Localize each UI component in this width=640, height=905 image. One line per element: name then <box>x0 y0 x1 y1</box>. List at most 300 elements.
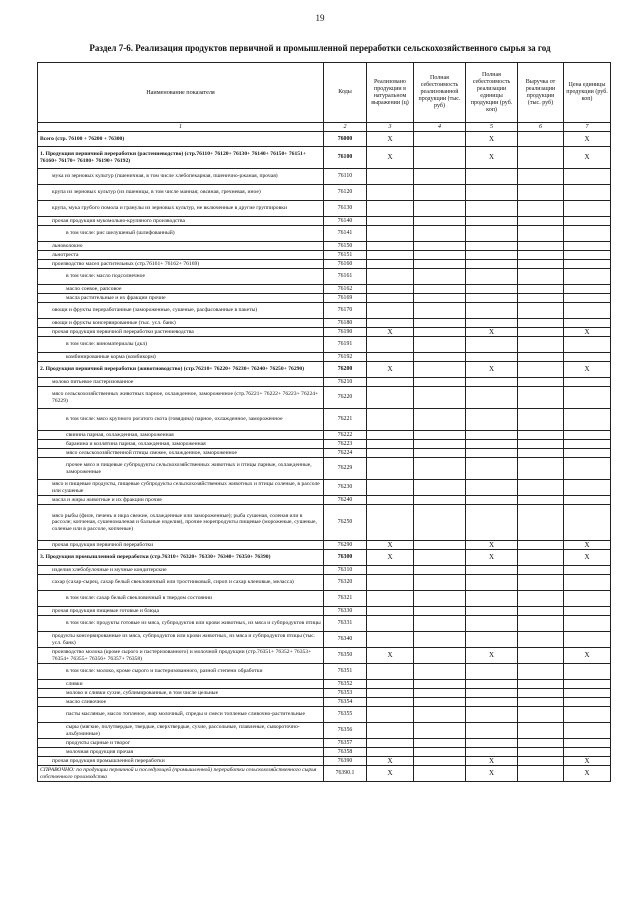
row-code: 76320 <box>324 575 367 591</box>
indicator-name: сыры (мягкие, полутвердые, твердые, сверхтвердые, сухие, рассольные, плавленые, сывороточно-альбуминные) <box>38 723 324 739</box>
value-cell <box>367 496 414 505</box>
indicator-name: льноволокно <box>38 242 324 251</box>
indicator-name: в том числе: виноматериалы (дкл) <box>38 337 324 353</box>
row-code: 76240 <box>324 496 367 505</box>
indicator-name: 3. Продукция промышленной переработки (стр.76310+ 76320+ 76330+ 76340+ 76350+ 76390) <box>38 550 324 566</box>
value-cell <box>367 458 414 480</box>
column-number-row <box>38 123 611 132</box>
value-cell <box>564 201 611 217</box>
indicator-name: 2. Продукция первичной переработки (животноводство) (стр.76210+ 76220+ 76230+ 76240+ 76250+ 76290) <box>38 362 324 378</box>
value-cell <box>518 698 564 707</box>
value-cell <box>414 664 466 680</box>
row-code: 76160 <box>324 260 367 269</box>
table-row <box>38 723 611 739</box>
table-row <box>38 147 611 169</box>
value-cell <box>518 458 564 480</box>
value-cell <box>564 575 611 591</box>
row-code: 76331 <box>324 616 367 632</box>
value-cell <box>414 337 466 353</box>
value-cell <box>414 440 466 449</box>
value-cell <box>518 648 564 664</box>
value-cell <box>414 550 466 566</box>
value-cell <box>367 616 414 632</box>
value-cell <box>518 328 564 337</box>
value-cell <box>466 480 518 496</box>
value-cell <box>367 201 414 217</box>
value-cell <box>367 449 414 458</box>
value-cell <box>518 319 564 328</box>
indicator-name: мука из зерновых культур (пшеничная, в том числе хлебопекарная, пшенично-ржаная, прочая) <box>38 169 324 185</box>
indicator-name: СПРАВОЧНО: по продукции первичной и последующей (промышленной) переработки сельскохозяйственного сырья собственного производства <box>38 766 324 782</box>
value-cell <box>414 766 466 782</box>
value-cell <box>367 739 414 748</box>
value-cell <box>518 632 564 648</box>
value-cell <box>414 285 466 294</box>
row-code: 76358 <box>324 748 367 757</box>
value-cell: X <box>367 132 414 147</box>
value-cell <box>518 689 564 698</box>
row-code: 76310 <box>324 566 367 575</box>
value-cell <box>367 242 414 251</box>
value-cell <box>564 496 611 505</box>
value-cell <box>466 449 518 458</box>
row-code: 76290 <box>324 541 367 550</box>
value-cell <box>466 353 518 362</box>
value-cell <box>564 480 611 496</box>
value-cell <box>518 378 564 387</box>
row-code: 76221 <box>324 409 367 431</box>
table-row <box>38 707 611 723</box>
value-cell <box>518 303 564 319</box>
indicator-name: прочая продукция промышленной переработки <box>38 757 324 766</box>
table-row <box>38 201 611 217</box>
value-cell <box>466 303 518 319</box>
indicator-name: сливки <box>38 680 324 689</box>
value-cell <box>518 362 564 378</box>
table-row <box>38 251 611 260</box>
value-cell: X <box>564 766 611 782</box>
value-cell <box>414 458 466 480</box>
column-number: 5 <box>466 123 518 132</box>
value-cell <box>466 591 518 607</box>
value-cell <box>466 616 518 632</box>
indicator-name: продукты консервированные из мяса, субпродуктов или крови животных, из мяса и субпродуктов птицы (тыс. усл. банк) <box>38 632 324 648</box>
value-cell <box>518 431 564 440</box>
row-code: 76110 <box>324 169 367 185</box>
value-cell <box>367 505 414 541</box>
value-cell <box>414 748 466 757</box>
value-cell <box>564 616 611 632</box>
value-cell <box>564 632 611 648</box>
column-number: 2 <box>324 123 367 132</box>
value-cell <box>466 387 518 409</box>
value-cell <box>564 440 611 449</box>
value-cell <box>564 431 611 440</box>
value-cell <box>466 739 518 748</box>
value-cell <box>414 616 466 632</box>
value-cell <box>466 185 518 201</box>
column-header: Наименование показателя <box>38 63 324 123</box>
value-cell <box>466 242 518 251</box>
value-cell <box>518 505 564 541</box>
table-row <box>38 632 611 648</box>
row-code: 76354 <box>324 698 367 707</box>
indicator-name: пасты масляные, масло топленое, жир молочный, спреды и смеси топленые сливочно-растительные <box>38 707 324 723</box>
table-row <box>38 698 611 707</box>
indicator-name: молоко и сливки сухие, сублимированные, в том числе цельные <box>38 689 324 698</box>
table-row <box>38 169 611 185</box>
value-cell <box>518 226 564 242</box>
value-cell <box>414 328 466 337</box>
row-code: 76330 <box>324 607 367 616</box>
value-cell <box>414 591 466 607</box>
table-row <box>38 607 611 616</box>
row-code: 76300 <box>324 550 367 566</box>
value-cell <box>466 607 518 616</box>
value-cell <box>518 680 564 689</box>
row-code: 76355 <box>324 707 367 723</box>
table-row <box>38 449 611 458</box>
value-cell: X <box>466 328 518 337</box>
value-cell <box>367 664 414 680</box>
value-cell <box>564 169 611 185</box>
value-cell <box>414 185 466 201</box>
indicator-name: прочая продукция первичной переработки <box>38 541 324 550</box>
value-cell <box>414 132 466 147</box>
row-code: 76210 <box>324 378 367 387</box>
value-cell <box>466 440 518 449</box>
value-cell <box>564 319 611 328</box>
value-cell: X <box>466 757 518 766</box>
column-header: Реализовано продукции в натуральном выражении (ц) <box>367 63 414 123</box>
row-code: 76390 <box>324 757 367 766</box>
value-cell: X <box>367 550 414 566</box>
indicator-name: крупа, мука грубого помола и гранулы из зерновых культур, не включенные в другие группировки <box>38 201 324 217</box>
value-cell <box>466 707 518 723</box>
value-cell <box>466 378 518 387</box>
indicator-name: Всего (стр. 76100 + 76200 + 76300) <box>38 132 324 147</box>
indicator-name: мясо сельскохозяйственной птицы свежее, охлажденное, замороженное <box>38 449 324 458</box>
value-cell: X <box>466 541 518 550</box>
value-cell <box>414 269 466 285</box>
value-cell: X <box>564 132 611 147</box>
value-cell <box>466 458 518 480</box>
indicator-name: масла растительные и их фракции прочие <box>38 294 324 303</box>
value-cell <box>414 409 466 431</box>
value-cell <box>414 362 466 378</box>
value-cell <box>367 260 414 269</box>
value-cell <box>564 723 611 739</box>
value-cell <box>367 707 414 723</box>
indicator-name: производство молока (кроме сырого и пастеризованного) и молочной продукции (стр.76351+ 76352+ 76353+ 76354+ 76355+ 76356+ 76357+ 76358) <box>38 648 324 664</box>
value-cell <box>564 591 611 607</box>
value-cell <box>414 505 466 541</box>
value-cell <box>564 689 611 698</box>
value-cell: X <box>466 147 518 169</box>
value-cell: X <box>367 757 414 766</box>
value-cell <box>367 303 414 319</box>
value-cell <box>518 440 564 449</box>
value-cell <box>564 226 611 242</box>
value-cell: X <box>367 147 414 169</box>
row-code: 76250 <box>324 505 367 541</box>
value-cell: X <box>564 362 611 378</box>
value-cell <box>518 242 564 251</box>
table-row <box>38 689 611 698</box>
row-code: 76356 <box>324 723 367 739</box>
value-cell <box>414 169 466 185</box>
value-cell <box>564 285 611 294</box>
value-cell <box>414 541 466 550</box>
value-cell <box>518 616 564 632</box>
value-cell <box>518 285 564 294</box>
value-cell <box>367 285 414 294</box>
table-row <box>38 440 611 449</box>
value-cell <box>518 169 564 185</box>
value-cell <box>414 201 466 217</box>
value-cell <box>367 409 414 431</box>
value-cell <box>466 431 518 440</box>
value-cell <box>518 496 564 505</box>
value-cell <box>564 387 611 409</box>
value-cell <box>518 766 564 782</box>
value-cell <box>518 201 564 217</box>
indicator-name: овощи и фрукты переработанные (замороженные, сушеные, расфасованные в пакеты) <box>38 303 324 319</box>
row-code: 76191 <box>324 337 367 353</box>
indicator-name: мясо и пищевые продукты, пищевые субпродукты сельскохозяйственных животных и птицы соленые, в рассоле или сушеные <box>38 480 324 496</box>
column-number: 1 <box>38 123 324 132</box>
row-code: 76222 <box>324 431 367 440</box>
value-cell <box>414 739 466 748</box>
page-number: 19 <box>315 13 325 23</box>
value-cell <box>564 217 611 226</box>
indicator-name: масла и жиры животные и их фракции прочие <box>38 496 324 505</box>
column-header: Полная себестоимость реализации единицы продукции (руб. коп) <box>466 63 518 123</box>
row-code: 76350 <box>324 648 367 664</box>
table-row <box>38 260 611 269</box>
value-cell <box>367 591 414 607</box>
indicator-name: в том числе: молоко, кроме сырого и пастеризованного, разной степени обработки <box>38 664 324 680</box>
value-cell <box>564 748 611 757</box>
value-cell <box>564 185 611 201</box>
value-cell <box>564 303 611 319</box>
indicator-name: изделия хлебобулочные и мучные кондитерские <box>38 566 324 575</box>
table-row <box>38 226 611 242</box>
value-cell <box>466 201 518 217</box>
column-header: Цена единицы продукции (руб. коп) <box>564 63 611 123</box>
value-cell <box>414 217 466 226</box>
table-row <box>38 550 611 566</box>
indicator-name: масло соевое, рапсовое <box>38 285 324 294</box>
value-cell: X <box>564 550 611 566</box>
value-cell <box>466 689 518 698</box>
value-cell <box>367 337 414 353</box>
value-cell <box>564 294 611 303</box>
value-cell <box>367 431 414 440</box>
row-code: 76220 <box>324 387 367 409</box>
value-cell <box>414 294 466 303</box>
table-row <box>38 541 611 550</box>
value-cell: X <box>466 648 518 664</box>
value-cell: X <box>367 328 414 337</box>
table-row <box>38 319 611 328</box>
value-cell <box>466 217 518 226</box>
value-cell <box>367 269 414 285</box>
value-cell <box>518 591 564 607</box>
table-row <box>38 575 611 591</box>
table-row <box>38 739 611 748</box>
table-row <box>38 132 611 147</box>
column-header: Коды <box>324 63 367 123</box>
value-cell <box>466 337 518 353</box>
value-cell <box>564 251 611 260</box>
value-cell <box>367 607 414 616</box>
value-cell <box>518 409 564 431</box>
value-cell <box>466 294 518 303</box>
value-cell <box>518 607 564 616</box>
table-row <box>38 328 611 337</box>
value-cell <box>466 285 518 294</box>
value-cell <box>466 260 518 269</box>
row-code: 76223 <box>324 440 367 449</box>
section-title: Раздел 7-6. Реализация продуктов первичной и промышленной переработки сельскохозяйственного сырья за год <box>89 43 551 53</box>
value-cell: X <box>367 362 414 378</box>
value-cell <box>367 632 414 648</box>
value-cell <box>414 449 466 458</box>
value-cell <box>564 739 611 748</box>
table-row <box>38 269 611 285</box>
table-row <box>38 757 611 766</box>
indicator-name: мясо рыбы (филе, печень и икра свежие, охлажденные или замороженные); рыба сушеная, соленая или в рассоле; копченая, сушеномаленая и бальные изделия), прочие морепродукты пищевые (мороженые, сушеные, соленые или в рассоле, копченые) <box>38 505 324 541</box>
indicator-name: прочая продукция мукомольно-крупяного производства <box>38 217 324 226</box>
value-cell: X <box>564 757 611 766</box>
value-cell <box>367 680 414 689</box>
table-row <box>38 566 611 575</box>
value-cell <box>367 575 414 591</box>
indicator-name: прочее мясо и пищевые субпродукты сельскохозяйственных животных и птицы парные, охлажденные, замороженные <box>38 458 324 480</box>
table-row <box>38 591 611 607</box>
value-cell <box>564 242 611 251</box>
row-code: 76141 <box>324 226 367 242</box>
table-row <box>38 242 611 251</box>
value-cell <box>367 378 414 387</box>
row-code: 76180 <box>324 319 367 328</box>
row-code: 76230 <box>324 480 367 496</box>
table-row <box>38 387 611 409</box>
value-cell <box>367 480 414 496</box>
indicator-name: в том числе: мясо крупного рогатого скота (говядина) парное, охлажденное, замороженное <box>38 409 324 431</box>
row-code: 76130 <box>324 201 367 217</box>
indicator-name: баранина и козлятина парная, охлажденная, замороженная <box>38 440 324 449</box>
value-cell <box>564 409 611 431</box>
value-cell: X <box>564 328 611 337</box>
value-cell <box>367 698 414 707</box>
value-cell <box>367 387 414 409</box>
table-row <box>38 285 611 294</box>
indicator-name: прочая продукция первичной переработки растениеводства <box>38 328 324 337</box>
value-cell <box>518 550 564 566</box>
table-row <box>38 353 611 362</box>
table-row <box>38 680 611 689</box>
row-code: 76192 <box>324 353 367 362</box>
row-code: 76351 <box>324 664 367 680</box>
row-code: 76169 <box>324 294 367 303</box>
row-code: 76340 <box>324 632 367 648</box>
table-row <box>38 431 611 440</box>
value-cell <box>564 449 611 458</box>
value-cell <box>367 226 414 242</box>
value-cell <box>564 260 611 269</box>
indicator-name: продукты сырные и творог <box>38 739 324 748</box>
value-cell <box>564 607 611 616</box>
value-cell <box>518 748 564 757</box>
value-cell <box>414 680 466 689</box>
indicator-name: в том числе: рис шелушеный (шлифованный) <box>38 226 324 242</box>
value-cell <box>564 337 611 353</box>
value-cell <box>564 505 611 541</box>
value-cell <box>518 132 564 147</box>
table-row <box>38 505 611 541</box>
table-row <box>38 664 611 680</box>
value-cell <box>414 260 466 269</box>
indicator-name: комбинированные корма (комбикорм) <box>38 353 324 362</box>
value-cell <box>466 496 518 505</box>
column-header: Полная себестоимость реализованной продукции (тыс. руб) <box>414 63 466 123</box>
indicator-name: масло сливочное <box>38 698 324 707</box>
value-cell <box>564 566 611 575</box>
value-cell <box>518 269 564 285</box>
value-cell: X <box>367 766 414 782</box>
row-code: 76120 <box>324 185 367 201</box>
value-cell <box>518 575 564 591</box>
value-cell <box>414 319 466 328</box>
value-cell <box>414 251 466 260</box>
column-number: 7 <box>564 123 611 132</box>
value-cell <box>518 260 564 269</box>
table-row <box>38 496 611 505</box>
value-cell <box>518 757 564 766</box>
header-row <box>38 63 611 123</box>
row-code: 76140 <box>324 217 367 226</box>
table-row <box>38 362 611 378</box>
row-code: 76229 <box>324 458 367 480</box>
value-cell <box>414 387 466 409</box>
indicator-name: мясо сельскохозяйственных животных парное, охлажденное, замороженное (стр.76221+ 76222+ 76223+ 76224+ 76229) <box>38 387 324 409</box>
table-row <box>38 303 611 319</box>
value-cell <box>466 251 518 260</box>
value-cell <box>414 648 466 664</box>
table-row <box>38 185 611 201</box>
value-cell <box>367 723 414 739</box>
value-cell: X <box>564 648 611 664</box>
value-cell <box>414 480 466 496</box>
value-cell <box>414 378 466 387</box>
row-code: 76170 <box>324 303 367 319</box>
table-row <box>38 378 611 387</box>
value-cell: X <box>564 541 611 550</box>
column-number: 3 <box>367 123 414 132</box>
value-cell <box>414 698 466 707</box>
row-code: 76353 <box>324 689 367 698</box>
indicator-name: крупа из зерновых культур (из пшеницы, в том числе манная; овсяная, гречневая, иное) <box>38 185 324 201</box>
value-cell: X <box>367 648 414 664</box>
value-cell <box>414 707 466 723</box>
value-cell <box>414 496 466 505</box>
table-row <box>38 217 611 226</box>
value-cell <box>518 723 564 739</box>
value-cell <box>518 294 564 303</box>
row-code: 76150 <box>324 242 367 251</box>
